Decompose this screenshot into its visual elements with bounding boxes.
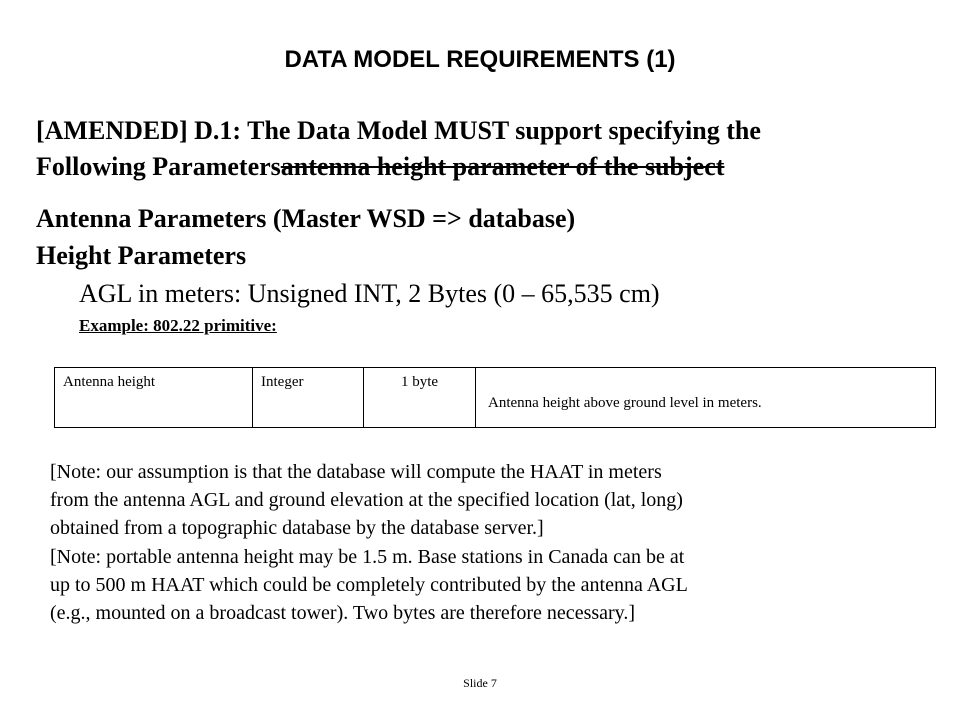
- primitive-table: [54, 367, 936, 428]
- note-line: up to 500 m HAAT which could be completely contributed by the antenna AGL: [50, 573, 688, 596]
- note-line: [Note: portable antenna height may be 1.5 m. Base stations in Canada can be at: [50, 545, 685, 568]
- parameter-description-cell: Antenna height above ground level in meters.: [476, 368, 936, 428]
- example-label: Example: 802.22 primitive:: [79, 316, 277, 335]
- requirement-kept-text: Following Parameters: [36, 152, 281, 181]
- note-line: from the antenna AGL and ground elevation at the specified location (lat, long): [50, 489, 683, 512]
- requirement-line-1: [AMENDED] D.1: The Data Model MUST support specifying the: [36, 116, 761, 145]
- note-line: [Note: our assumption is that the database will compute the HAAT in meters: [50, 461, 662, 483]
- notes-block: [50, 458, 950, 627]
- slide-number: Slide 7: [463, 676, 497, 690]
- table-row: [55, 368, 936, 428]
- slide-title: DATA MODEL REQUIREMENTS (1): [284, 46, 676, 73]
- antenna-parameters-heading: Antenna Parameters (Master WSD => database): [36, 204, 576, 233]
- note-line: (e.g., mounted on a broadcast tower). Two bytes are therefore necessary.]: [50, 602, 636, 625]
- parameter-size-cell: 1 byte: [364, 368, 476, 428]
- agl-definition: AGL in meters: Unsigned INT, 2 Bytes (0 – 65,535 cm): [79, 279, 660, 308]
- requirement-struck-text: antenna height parameter of the subject: [280, 152, 725, 181]
- note-line: obtained from a topographic database by the database server.]: [50, 517, 544, 540]
- height-parameters-heading: Height Parameters: [36, 241, 247, 270]
- parameter-name-cell: Antenna height: [55, 368, 253, 428]
- requirement-statement: [36, 113, 946, 185]
- requirement-line-2: [36, 149, 946, 185]
- parameter-type-cell: Integer: [253, 368, 364, 428]
